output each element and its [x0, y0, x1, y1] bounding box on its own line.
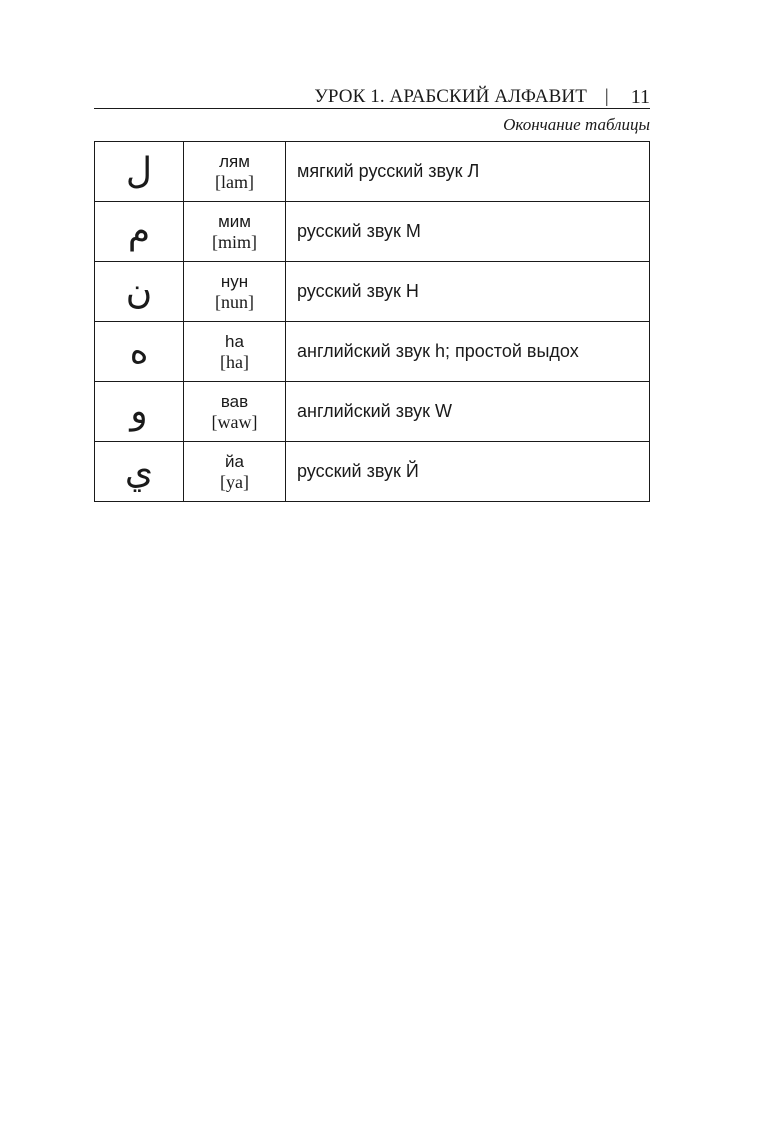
arabic-letter: ه [95, 322, 184, 382]
letter-transliteration: [mim] [212, 231, 257, 252]
letter-name: вав [220, 391, 249, 411]
letter-name: ha [225, 331, 244, 351]
letter-description: английский звук h; простой выдох [286, 322, 650, 382]
letter-description: мягкий русский звук Л [286, 142, 650, 202]
letter-name: нун [220, 271, 249, 291]
letter-name-cell [184, 382, 286, 442]
letter-name: йа [225, 451, 244, 471]
letter-description: русский звук М [286, 202, 650, 262]
table-row [95, 322, 650, 382]
chapter-title: УРОК 1. АРАБСКИЙ АЛФАВИТ [314, 86, 587, 107]
letter-description: английский звук W [286, 382, 650, 442]
arabic-letter: ن [95, 262, 184, 322]
header-separator: | [604, 86, 609, 107]
table-row [95, 202, 650, 262]
letter-name-cell [184, 262, 286, 322]
arabic-letter: م [95, 202, 184, 262]
letter-name-cell [184, 142, 286, 202]
arabic-letter: و [95, 382, 184, 442]
letter-name-cell [184, 442, 286, 502]
letter-name: мим [218, 211, 251, 231]
table-row [95, 142, 650, 202]
letter-description: русский звук Й [286, 442, 650, 502]
letter-name-cell [184, 322, 286, 382]
arabic-letter: ي [95, 442, 184, 502]
arabic-letter: ل [95, 142, 184, 202]
table-row [95, 382, 650, 442]
letter-transliteration: [nun] [215, 291, 254, 312]
letter-transliteration: [waw] [211, 411, 258, 432]
table-row [95, 262, 650, 322]
letter-transliteration: [ya] [220, 471, 249, 492]
letter-name-cell [184, 202, 286, 262]
letter-transliteration: [ha] [220, 351, 249, 372]
table-row [95, 442, 650, 502]
running-header [94, 84, 650, 109]
letter-transliteration: [lam] [215, 171, 254, 192]
page-number: 11 [630, 86, 650, 108]
letter-name: лям [219, 151, 250, 171]
table-caption: Окончание таблицы [503, 115, 650, 134]
alphabet-table [94, 141, 650, 502]
letter-description: русский звук Н [286, 262, 650, 322]
